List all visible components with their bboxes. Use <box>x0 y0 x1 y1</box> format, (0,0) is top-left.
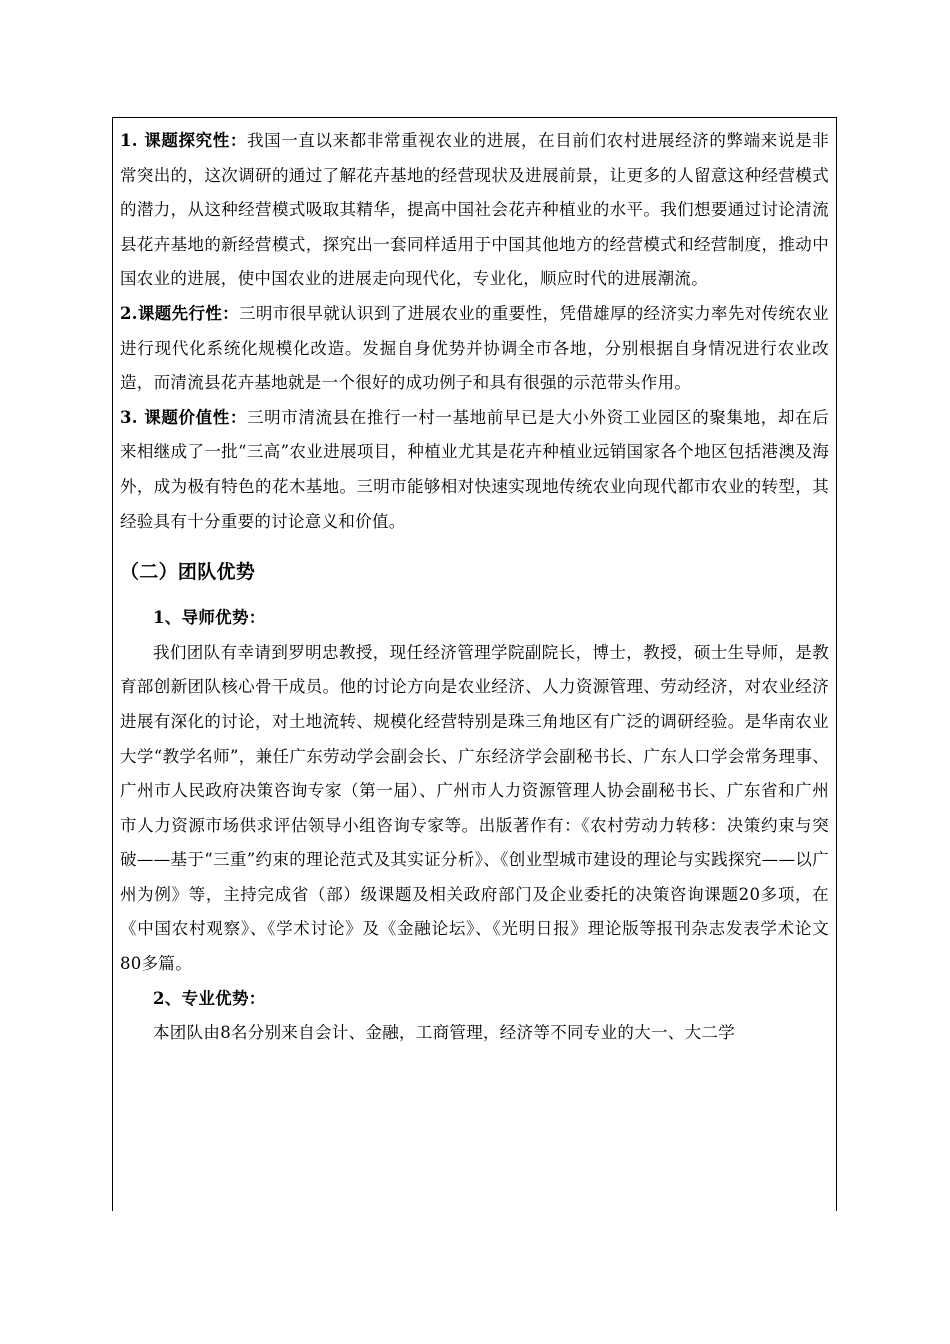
topic-pioneering <box>120 297 829 401</box>
topic-pioneering-text: 三明市很早就认识到了进展农业的重要性，凭借雄厚的经济实力率先对传统农业进行现代化系统化规模化改造。发掘自身优势并协调全市各地，分别根据自身情况进行农业改造，而清流县花卉基地就是一个很好的成功例子和具有很强的示范带头作用。 <box>120 303 830 393</box>
document-table-frame <box>112 117 837 1211</box>
topic-exploratory-label: 1. 课题探究性： <box>120 131 247 150</box>
team-advantage-heading: （二）团队优势 <box>120 561 256 584</box>
major-advantage-text: 本团队由8名分别来自会计、金融，工商管理，经济等不同专业的大一、大二学 <box>153 1023 735 1043</box>
document-body <box>120 124 829 1051</box>
topic-value-label: 3. 课题价值性： <box>120 407 247 427</box>
advisor-advantage-text: 我们团队有幸请到罗明忠教授，现任经济管理学院副院长，博士，教授，硕士生导师，是教育部创新团队核心骨干成员。他的讨论方向是农业经济、人力资源管理、劳动经济，对农业经济进展有深化的讨论，对土地流转、规模化经营特别是珠三角地区有广泛的调研经验。是华南农业大学“教学名师”，兼任广东劳动学会副会长、广东经济学会副秘书长、广东人口学会常务理事、广州市人民政府决策咨询专家（第一届）、广州市人力资源管理人协会副秘书长、广东省和广州市人力资源市场供求评估领导小组咨询专家等。出版著作有：《农村劳动力转移：决策约束与突破——基于“三重”约束的理论范式及其实证分析》、《创业型城市建设的理论与实践探究——以广州为例》等，主持完成省（部）级课题及相关政府部门及企业委托的决策咨询课题20多项，在《中国农村观察》、《学术讨论》及《金融论坛》、《光明日报》理论版等报刊杂志发表学术论文80多篇。 <box>120 642 829 974</box>
topic-value <box>120 401 829 539</box>
topic-exploratory-text: 我国一直以来都非常重视农业的进展，在目前们农村进展经济的弊端来说是非常突出的，这次调研的通过了解花卉基地的经营现状及进展前景，让更多的人留意这种经营模式的潜力，从这种经营模式吸取其精华，提高中国社会花卉种植业的水平。我们想要通过讨论清流县花卉基地的新经营模式，探究出一套同样适用于中国其他地方的经营模式和经营制度，推动中国农业的进展，使中国农业的进展走向现代化，专业化，顺应时代的进展潮流。 <box>120 131 829 289</box>
topic-exploratory <box>120 124 829 297</box>
topic-value-text: 三明市清流县在推行一村一基地前早已是大小外资工业园区的聚集地，却在后来相继成了一批“三高”农业进展项目，种植业尤其是花卉种植业远销国家各个地区包括港澳及海外，成为极有特色的花木基地。三明市能够相对快速实现地传统农业向现代都市农业的转型，其经验具有十分重要的讨论意义和价值。 <box>120 407 829 531</box>
topic-pioneering-label: 2.课题先行性： <box>120 303 240 323</box>
advisor-advantage-heading: 1、导师优势： <box>153 608 266 628</box>
major-advantage-heading: 2、专业优势： <box>153 988 266 1008</box>
